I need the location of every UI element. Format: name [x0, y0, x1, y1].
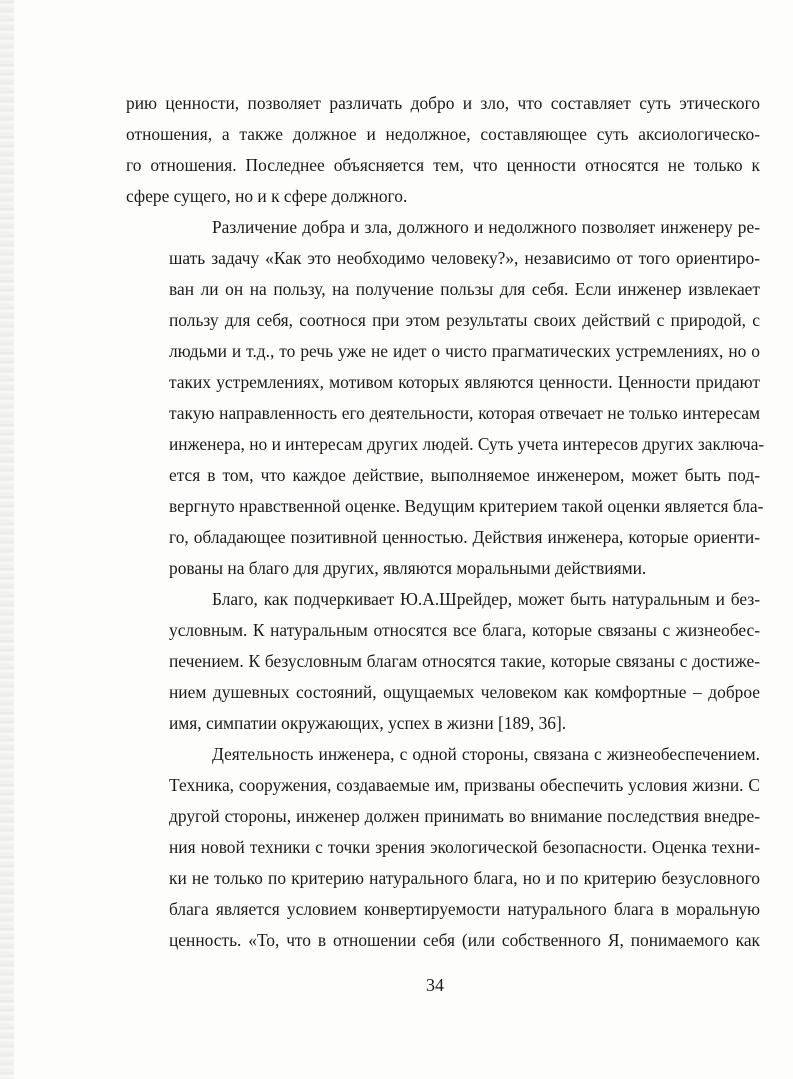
text-line: сфере сущего, но и к сфере должного.	[126, 186, 408, 206]
paragraph	[126, 584, 760, 739]
text-line: имя, симпатии окружающих, успех в жизни [189, 36].	[169, 713, 567, 733]
text-line: ки не только по критерию натурального блага, но и по критерию безусловного	[169, 868, 760, 888]
text-line: го, обладающее позитивной ценностью. Действия инженера, которые ориенти-	[169, 527, 760, 547]
paragraph	[126, 88, 760, 212]
text-line: ван ли он на пользу, на получение пользы для себя. Если инженер извлекает	[169, 279, 760, 299]
text-line: рию ценности, позволяет различать добро и зло, что составляет суть этического	[126, 93, 760, 113]
text-line: нием душевных состояний, ощущаемых человеком как комфортные – доброе	[169, 682, 760, 702]
text-line: условным. К натуральным относятся все блага, которые связаны с жизнеобес-	[169, 620, 760, 640]
body-text	[126, 88, 765, 956]
text-line: ется в том, что каждое действие, выполняемое инженером, может быть под-	[169, 465, 760, 485]
text-line: Различение добра и зла, должного и недолжного позволяет инженеру ре-	[212, 217, 760, 237]
page-number: 34	[426, 975, 444, 995]
paragraph	[126, 739, 760, 956]
text-line: ценность. «То, что в отношении себя (или собственного Я, понимаемого как	[169, 930, 760, 950]
text-line: вергнуто нравственной оценке. Ведущим критерием такой оценки является бла-	[169, 496, 764, 516]
text-line: другой стороны, инженер должен принимать во внимание последствия внедре-	[169, 806, 760, 826]
text-line: таких устремлениях, мотивом которых являются ценности. Ценности придают	[169, 372, 760, 392]
text-line: рованы на благо для других, являются моральными действиями.	[169, 558, 647, 578]
text-line: пользу для себя, соотнося при этом результаты своих действий с природой, с	[169, 310, 760, 330]
text-line: отношения, а также должное и недолжное, составляющее суть аксиологическо-	[126, 124, 760, 144]
text-line: го отношения. Последнее объясняется тем, что ценности относятся не только к	[126, 155, 760, 175]
text-line: блага является условием конвертируемости натурального блага в моральную	[169, 899, 760, 919]
text-line: ния новой техники с точки зрения экологической безопасности. Оценка техни-	[169, 837, 760, 857]
scan-binding-edge	[0, 0, 14, 1079]
text-line: Техника, сооружения, создаваемые им, призваны обеспечить условия жизни. С	[169, 775, 760, 795]
text-line: Благо, как подчеркивает Ю.А.Шрейдер, может быть натуральным и без-	[212, 589, 760, 609]
paragraph	[126, 212, 765, 584]
text-line: печением. К безусловным благам относятся такие, которые связаны с достиже-	[169, 651, 760, 671]
text-line: такую направленность его деятельности, которая отвечает не только интересам	[169, 403, 760, 423]
text-line: людьми и т.д., то речь уже не идет о чисто прагматических устремлениях, но о	[169, 341, 760, 361]
text-line: Деятельность инженера, с одной стороны, связана с жизнеобеспечением.	[212, 744, 760, 764]
text-line: шать задачу «Как это необходимо человеку?», независимо от того ориентиро-	[169, 248, 760, 268]
text-line: инженера, но и интересам других людей. Суть учета интересов других заключа-	[169, 434, 765, 454]
